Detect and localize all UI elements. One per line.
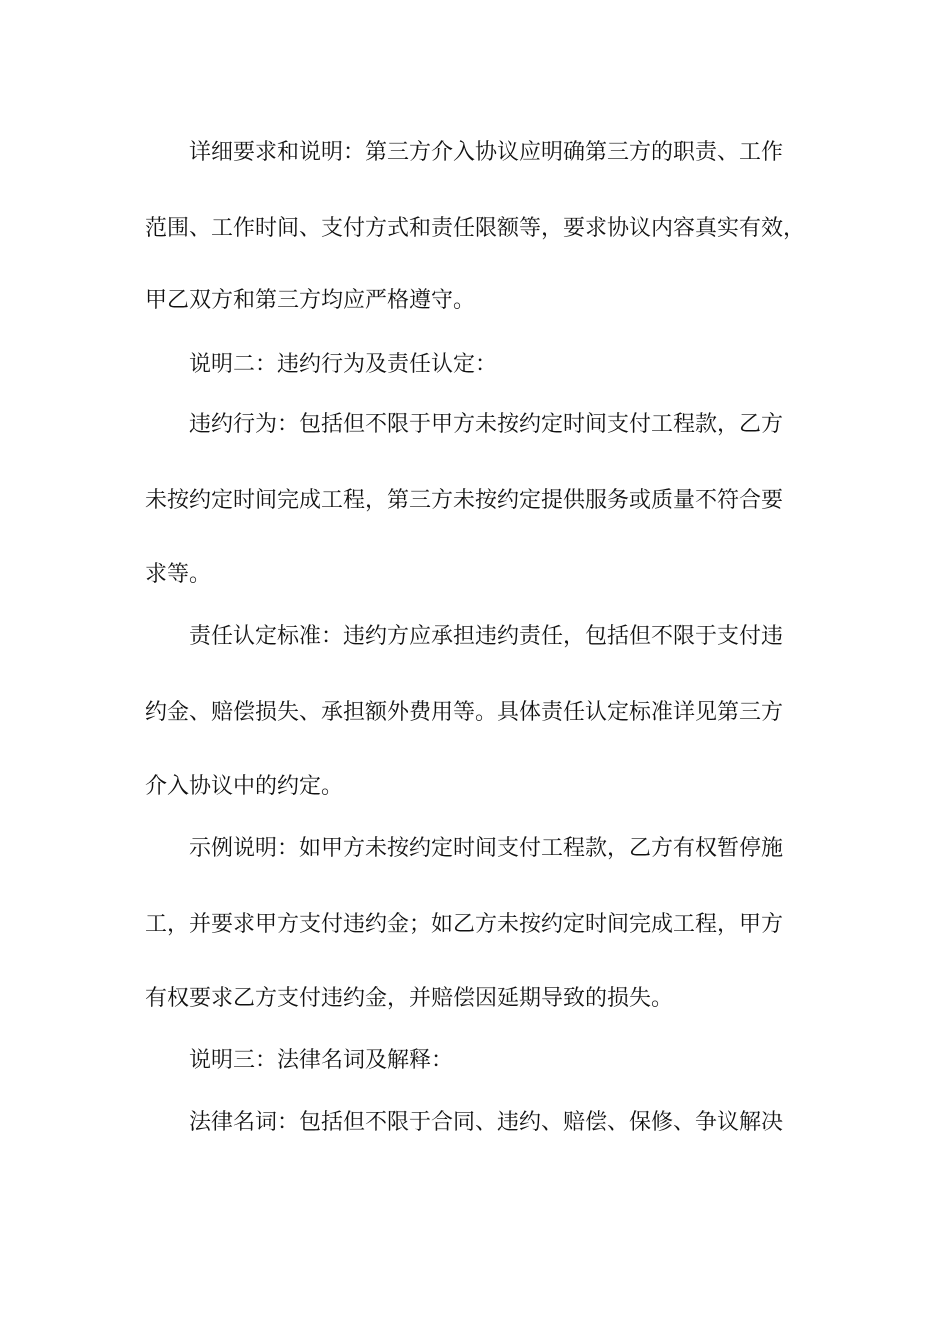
section-heading-three: 说明三：法律名词及解释： xyxy=(189,1048,454,1073)
paragraph-detail-requirements-line-1: 详细要求和说明：第三方介入协议应明确第三方的职责、工作 xyxy=(189,140,784,165)
paragraph-legal-terms-line-1: 法律名词：包括但不限于合同、违约、赔偿、保修、争议解决 xyxy=(189,1110,784,1135)
paragraph-breach-line-1: 违约行为：包括但不限于甲方未按约定时间支付工程款，乙方 xyxy=(189,412,784,437)
paragraph-liability-line-2: 约金、赔偿损失、承担额外费用等。具体责任认定标准详见第三方 xyxy=(145,700,784,725)
paragraph-example-line-3: 有权要求乙方支付违约金，并赔偿因延期导致的损失。 xyxy=(145,986,674,1011)
paragraph-breach-line-3: 求等。 xyxy=(145,562,212,587)
section-heading-two: 说明二：违约行为及责任认定： xyxy=(189,352,498,377)
paragraph-detail-requirements-line-3: 甲乙双方和第三方均应严格遵守。 xyxy=(145,288,476,313)
paragraph-example-line-2: 工，并要求甲方支付违约金；如乙方未按约定时间完成工程，甲方 xyxy=(145,912,784,937)
paragraph-breach-line-2: 未按约定时间完成工程，第三方未按约定提供服务或质量不符合要 xyxy=(145,488,784,513)
paragraph-liability-line-1: 责任认定标准：违约方应承担违约责任，包括但不限于支付违 xyxy=(189,624,784,649)
paragraph-detail-requirements-line-2: 范围、工作时间、支付方式和责任限额等，要求协议内容真实有效， xyxy=(145,216,806,241)
paragraph-example-line-1: 示例说明：如甲方未按约定时间支付工程款，乙方有权暂停施 xyxy=(189,836,784,861)
paragraph-liability-line-3: 介入协议中的约定。 xyxy=(145,774,344,799)
